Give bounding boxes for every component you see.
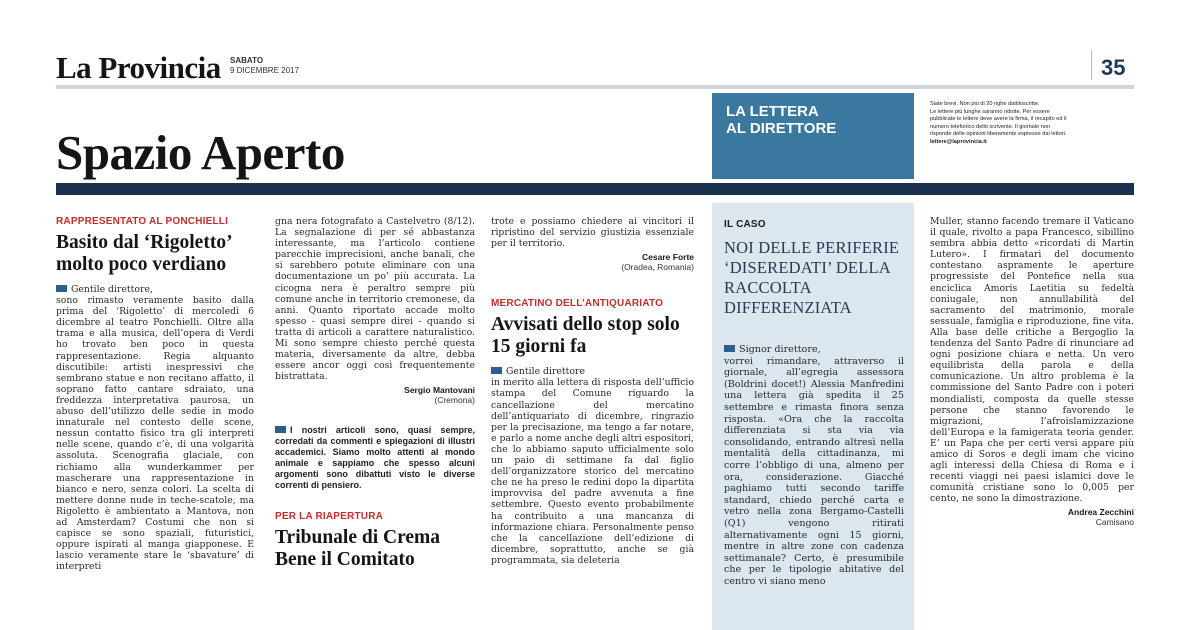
column-3 bbox=[491, 216, 694, 630]
column-1 bbox=[56, 216, 254, 630]
article-kicker: PER LA RIAPERTURA bbox=[275, 511, 384, 523]
article-signature-place: (Cremona) bbox=[434, 395, 475, 406]
column-2 bbox=[275, 216, 475, 630]
lettera-box bbox=[712, 93, 914, 179]
article-kicker: MERCATINO DELL’ANTIQUARIATO bbox=[491, 298, 664, 310]
il-caso-box bbox=[712, 203, 914, 630]
article-body bbox=[724, 344, 904, 587]
info-line: Siate brevi. Non più di 20 righe dattiloscritte. bbox=[930, 101, 1040, 107]
article-signature-place: Camisano bbox=[1095, 517, 1134, 528]
section-title: Spazio Aperto bbox=[56, 125, 345, 180]
article-text: vorrei rimandare, attraverso il giornale, all’egregia assessora (Boldrini docet!) Alessia Manfredini una lettera già spedita il 25 settembre e rimasta finora senza risposta. «Ora che la raccolta differenziata si sta via via consolidando, entrando altresì nella mentalità della cittadinanza, mi corre l’obbligo di una, almeno per ora, considerazione. Giacché paghiamo tutti secondo tariffe standard, chiedo perché carta e vetro nella zona Bergamo-Castelli (Q1) vengono ritirati alternativamente ogni 15 giorni, mentre in altre zone con cadenza settimanale? Certo, è presumibile che per le tipologie abitative del centro vi siano meno bbox=[724, 355, 904, 587]
article-body bbox=[56, 284, 254, 572]
article-headline: Tribunale di Crema Bene il Comitato bbox=[275, 527, 441, 571]
letters-info bbox=[930, 101, 1130, 147]
article-salutation: Gentile direttore, bbox=[71, 284, 153, 295]
bullet-square-icon bbox=[491, 367, 502, 374]
article-body bbox=[491, 366, 694, 566]
masthead-date bbox=[230, 56, 299, 76]
masthead-day: SABATO bbox=[230, 56, 264, 65]
article-salutation: Signor direttore, bbox=[739, 344, 821, 355]
page-number: 35 bbox=[1101, 55, 1126, 80]
bullet-square-icon bbox=[56, 285, 67, 292]
bullet-square-icon bbox=[275, 426, 286, 433]
info-email: lettere@laprovincia.it bbox=[930, 138, 987, 145]
column-5 bbox=[930, 216, 1134, 630]
info-line: pubblicate le lettere deve avere la firma, il recapito ed il bbox=[930, 116, 1067, 123]
article-signature-place: (Oradea, Romania) bbox=[621, 262, 694, 273]
article-text: in merito alla lettera di risposta dell’ufficio stampa del Comune riguardo la cancellazione del mercatino dell’antiquariato di dicembre, ringrazio per la precisazione, ma tengo a far notare, e parlo a nome anche degli altri espositori, che lo abbiamo saputo ufficialmente solo un paio di settimane fa dal figlio dell’organizzatore storico del mercatino che ne ha preso le redini dopo la dipartita improvvisa del padre avvenuta a fine settembre. Questo evento probabilmente ha contribuito a una mancanza di informazione chiara. Personalmente penso che la cancellazione dell’edizione di dicembre, soprattutto, anche se già programmata, sia deleteria bbox=[491, 377, 694, 566]
article-headline: Basito dal ‘Rigoletto’ molto poco verdiano bbox=[56, 232, 232, 275]
info-line: numero telefonico dello scrivente. Il giornale non bbox=[930, 123, 1051, 130]
info-line: risponde delle opinioni liberamente espresse dai lettori. bbox=[930, 131, 1067, 138]
article-text: sono rimasto veramente basito dalla prima del ‘Rigoletto’ di mercoledì 6 dicembre al teatro Ponchielli. Oltre alla trama e alla musica, dell’opera di Verdi ho trovato ben poco in questa rappresentazione. Regia alquanto discutibile: artisti inespressivi che sembrano statue e non recitano affatto, il soprano fatto cantare sdraiato, una freddezza interpretativa paurosa, un abuso dell’utilizzo delle sedie in modo innaturale nel contesto delle scene, nessun contatto fisico tra gli interpreti nelle scene, quando c’è, di una volgarità assoluta. Scenografia glaciale, con richiamo alla wunderkammer per mascherare una rappresentazione in bianco e nero, senza colori. La scelta di mettere donne nude in teche-scatole, ma Rigoletto è ambientato a Mantova, non ad Amsterdam? Costumi che non si capisce se sono spaziali, futuristici, oppure ispirati al manga giapponese. E lascio veramente stare le ‘sbavature’ di interpreti bbox=[56, 295, 254, 573]
editor-reply-text: I nostri articoli sono, quasi sempre, corredati da commenti e spiegazioni di illustri accademici. Siamo molto attenti al mondo animale e sappiamo che spesso alcuni argomenti sono dibattuti visto le diverse correnti di pensiero. bbox=[275, 425, 475, 491]
article-signature: Sergio Mantovani bbox=[404, 385, 475, 396]
editor-reply bbox=[275, 425, 475, 491]
article-kicker: RAPPRESENTATO AL PONCHIELLI bbox=[56, 216, 229, 227]
article-body: trote e possiamo chiedere ai vincitori il ripristino del servizio giustizia essenziale per il territorio. bbox=[491, 216, 694, 250]
bullet-square-icon bbox=[724, 345, 735, 352]
masthead-divider bbox=[1091, 50, 1092, 80]
article-headline: Avvisati dello stop solo 15 giorni fa bbox=[491, 314, 680, 358]
masthead-date-text: 9 DICEMBRE 2017 bbox=[230, 66, 299, 75]
section-band bbox=[56, 183, 1134, 195]
article-signature: Cesare Forte bbox=[642, 252, 694, 263]
article-body: Muller, stanno facendo tremare il Vaticano il quale, rivolto a papa Francesco, sibillino sembra abbia detto «ricordati di Martin Lutero». I firmatari del documento contestano aspramente le aperture progressiste del Pontefice nella sua enciclica Amoris Laetitia su fedeltà coniugale, non annullabilità del sacramento del matrimonio, morale sessuale, famiglia e riproduzione, fine vita. Alla base delle critiche a Bergoglio la tendenza del Santo Padre di rinunciare ad ogni posizione chiara e netta. Un vero equilibrista della parola e della comunicazione. Un altro problema è la commissione del Santo Padre con i poteri mondialisti, composta da quelle stesse persone che stanno favorendo le migrazioni, l’afroislamizzazione dell’Europa e la famigerata teoria gender. E’ un Papa che per certi versi appare più amico di Soros e degli imam che vicino agli interessi della Chiesa di Roma e i recenti viaggi nei paesi islamici dove le comunità cristiane sono lo 0,005 per cento, ne sono la dimostrazione. bbox=[930, 216, 1134, 505]
article-body: gna nera fotografato a Castelvetro (8/12). La segnalazione di per sé abbastanza interessante, ma l’articolo contiene parecchie imprecisioni, anche banali, che si sarebbero potute eliminare con una documentazione un po’ più accurata. La cicogna nera è peraltro sempre più comune anche in territorio cremonese, da anni. Quanto riportato accade molto spesso - quasi sempre direi - quando si tratta di articoli a carattere naturalistico. Mi sono sempre chiesto perché questa materia, diversamente da altre, debba essere ancor oggi così frequentemente bistrattata. bbox=[275, 216, 475, 383]
article-signature: Andrea Zecchini bbox=[1067, 507, 1134, 518]
top-rule bbox=[56, 85, 1134, 89]
lettera-label bbox=[726, 103, 836, 137]
article-salutation: Gentile direttore bbox=[506, 366, 585, 378]
lettera-label-line2: AL DIRETTORE bbox=[726, 120, 837, 137]
article-kicker: IL CASO bbox=[724, 219, 766, 230]
info-line: Le lettere più lunghe saranno ridotte. Per essere bbox=[930, 108, 1050, 115]
article-headline: NOI DELLE PERIFERIE ‘DISEREDATI’ DELLA RACCOLTA DIFFERENZIATA bbox=[724, 238, 900, 317]
lettera-label-line1: LA LETTERA bbox=[726, 103, 819, 120]
masthead-name: La Provincia bbox=[56, 50, 221, 85]
